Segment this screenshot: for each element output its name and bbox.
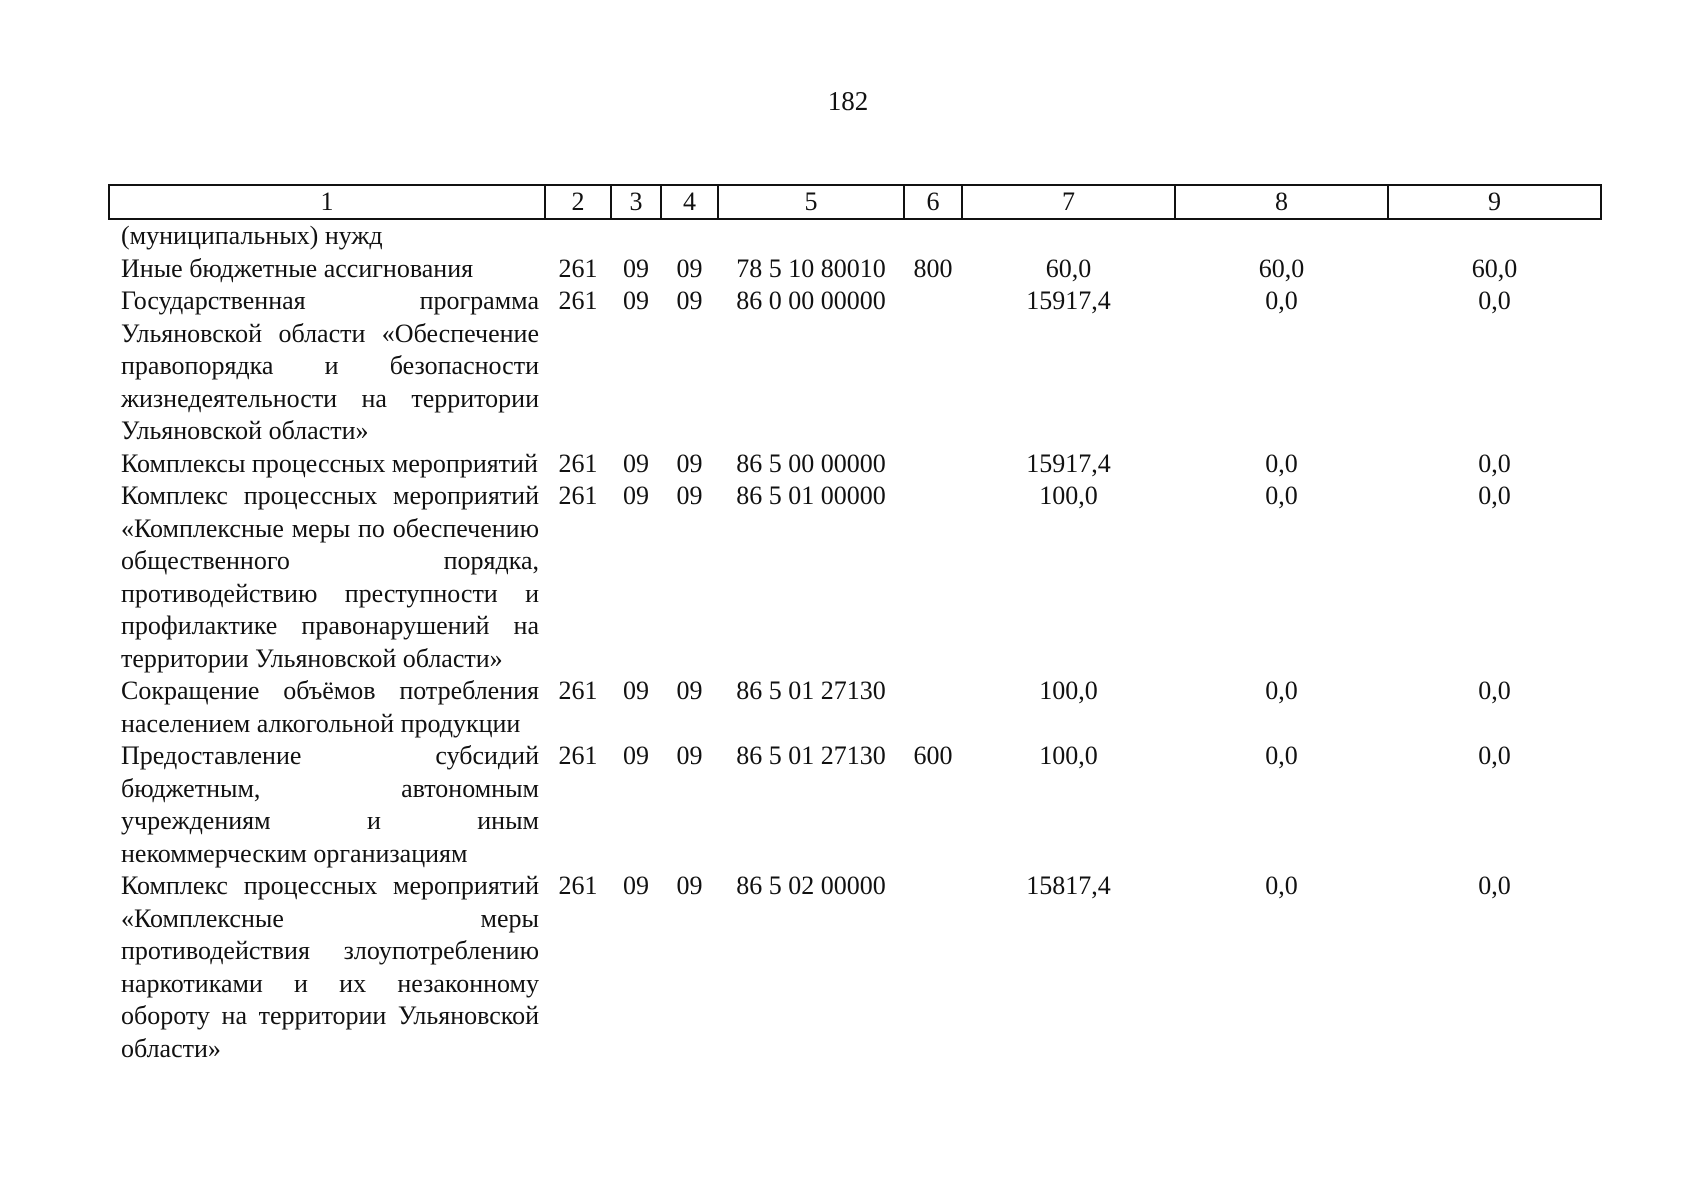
cell-target-article: 86 0 00 00000 — [736, 286, 886, 315]
cell-subsection: 09 — [676, 286, 703, 315]
column-header: 9 — [1388, 185, 1601, 219]
cell-ministry: 261 — [558, 676, 598, 705]
cell-target-article: 86 5 01 00000 — [736, 481, 886, 510]
cell-subsection: 09 — [676, 253, 703, 283]
cell-amount-7: 100,0 — [1039, 676, 1098, 705]
cell-section: 09 — [623, 741, 649, 770]
cell-expense-type — [904, 675, 962, 740]
row-name: Комплекс процессных мероприятий «Комплексные меры по обеспечению общественного порядка, противодействию преступности и профилактике правонарушений на территории Ульяновской области» — [121, 481, 539, 673]
row-name: Государственная программа Ульяновской области «Обеспечение правопорядка и безопасности жизнедеятельности на территории Ульяновской области» — [121, 286, 539, 445]
table-row — [109, 285, 1601, 448]
row-name: Комплексы процессных мероприятий — [121, 448, 538, 478]
cell-target-article: 86 5 01 27130 — [736, 741, 886, 770]
column-header: 2 — [545, 185, 611, 219]
cell-amount-9: 0,0 — [1478, 676, 1511, 705]
cell-target-article: 86 5 01 27130 — [736, 676, 886, 705]
page-number: 182 — [827, 86, 869, 116]
cell-section — [611, 219, 661, 253]
cell-amount-8: 60,0 — [1258, 253, 1305, 283]
cell-amount-8: 0,0 — [1265, 871, 1298, 900]
row-name: (муниципальных) нужд — [121, 221, 383, 250]
cell-amount-8: 0,0 — [1265, 481, 1298, 510]
cell-ministry: 261 — [558, 741, 598, 770]
row-name: Сокращение объёмов потребления населением алкогольной продукции — [121, 676, 539, 738]
cell-target-article — [718, 219, 904, 253]
cell-subsection: 09 — [676, 676, 703, 705]
row-name: Иные бюджетные ассигнования — [121, 253, 474, 283]
cell-amount-7: 15917,4 — [1026, 448, 1111, 478]
budget-table — [108, 184, 1602, 1065]
table-row — [109, 253, 1601, 286]
cell-amount-7: 15917,4 — [1026, 286, 1111, 315]
cell-ministry: 261 — [558, 481, 598, 510]
table-row — [109, 448, 1601, 481]
column-header: 7 — [962, 185, 1175, 219]
cell-expense-type — [904, 870, 962, 1065]
cell-subsection: 09 — [676, 448, 703, 478]
table-row — [109, 480, 1601, 675]
cell-amount-7 — [962, 219, 1175, 253]
cell-amount-8 — [1175, 219, 1388, 253]
cell-amount-9: 0,0 — [1478, 481, 1511, 510]
cell-section: 09 — [623, 286, 649, 315]
cell-expense-type: 600 — [913, 741, 953, 770]
cell-section: 09 — [623, 253, 649, 283]
cell-ministry: 261 — [558, 286, 598, 315]
cell-amount-8: 0,0 — [1265, 676, 1298, 705]
table-row — [109, 219, 1601, 253]
table-row — [109, 675, 1601, 740]
column-header: 4 — [661, 185, 718, 219]
cell-amount-9: 0,0 — [1478, 448, 1511, 478]
table-body — [109, 219, 1601, 1065]
cell-amount-9: 0,0 — [1478, 741, 1511, 770]
cell-amount-7: 60,0 — [1045, 253, 1092, 283]
row-name: Предоставление субсидий бюджетным, автономным учреждениям и иным некоммерческим организациям — [121, 741, 539, 868]
table-row — [109, 740, 1601, 870]
column-header: 6 — [904, 185, 962, 219]
cell-ministry: 261 — [558, 253, 598, 283]
cell-subsection: 09 — [676, 481, 703, 510]
cell-amount-8: 0,0 — [1265, 448, 1298, 478]
cell-section: 09 — [623, 871, 649, 900]
cell-amount-9 — [1388, 219, 1601, 253]
cell-expense-type: 800 — [913, 253, 953, 283]
cell-target-article: 78 5 10 80010 — [736, 253, 886, 283]
cell-target-article: 86 5 02 00000 — [736, 871, 886, 900]
cell-ministry — [545, 219, 611, 253]
cell-amount-7: 15817,4 — [1026, 871, 1111, 900]
row-name: Комплекс процессных мероприятий «Комплексные меры противодействия злоупотреблению наркотиками и их незаконному обороту на территории Ульяновской области» — [121, 871, 539, 1063]
header-row — [109, 185, 1601, 219]
cell-expense-type — [904, 219, 962, 253]
cell-target-article: 86 5 00 00000 — [736, 448, 886, 478]
cell-section: 09 — [623, 481, 649, 510]
cell-amount-7: 100,0 — [1039, 481, 1098, 510]
cell-amount-9: 0,0 — [1478, 286, 1511, 315]
column-header: 8 — [1175, 185, 1388, 219]
cell-subsection — [661, 219, 718, 253]
cell-expense-type — [904, 448, 962, 481]
cell-section: 09 — [623, 448, 649, 478]
cell-amount-8: 0,0 — [1265, 741, 1298, 770]
cell-ministry: 261 — [558, 871, 598, 900]
cell-ministry: 261 — [558, 448, 598, 478]
cell-amount-8: 0,0 — [1265, 286, 1298, 315]
cell-amount-9: 60,0 — [1471, 253, 1518, 283]
cell-subsection: 09 — [676, 871, 703, 900]
cell-subsection: 09 — [676, 741, 703, 770]
cell-expense-type — [904, 285, 962, 448]
table-header — [109, 185, 1601, 219]
cell-amount-9: 0,0 — [1478, 871, 1511, 900]
table-row — [109, 870, 1601, 1065]
cell-section: 09 — [623, 676, 649, 705]
cell-expense-type — [904, 480, 962, 675]
column-header: 5 — [718, 185, 904, 219]
column-header: 3 — [611, 185, 661, 219]
column-header: 1 — [109, 185, 545, 219]
cell-amount-7: 100,0 — [1039, 741, 1098, 770]
